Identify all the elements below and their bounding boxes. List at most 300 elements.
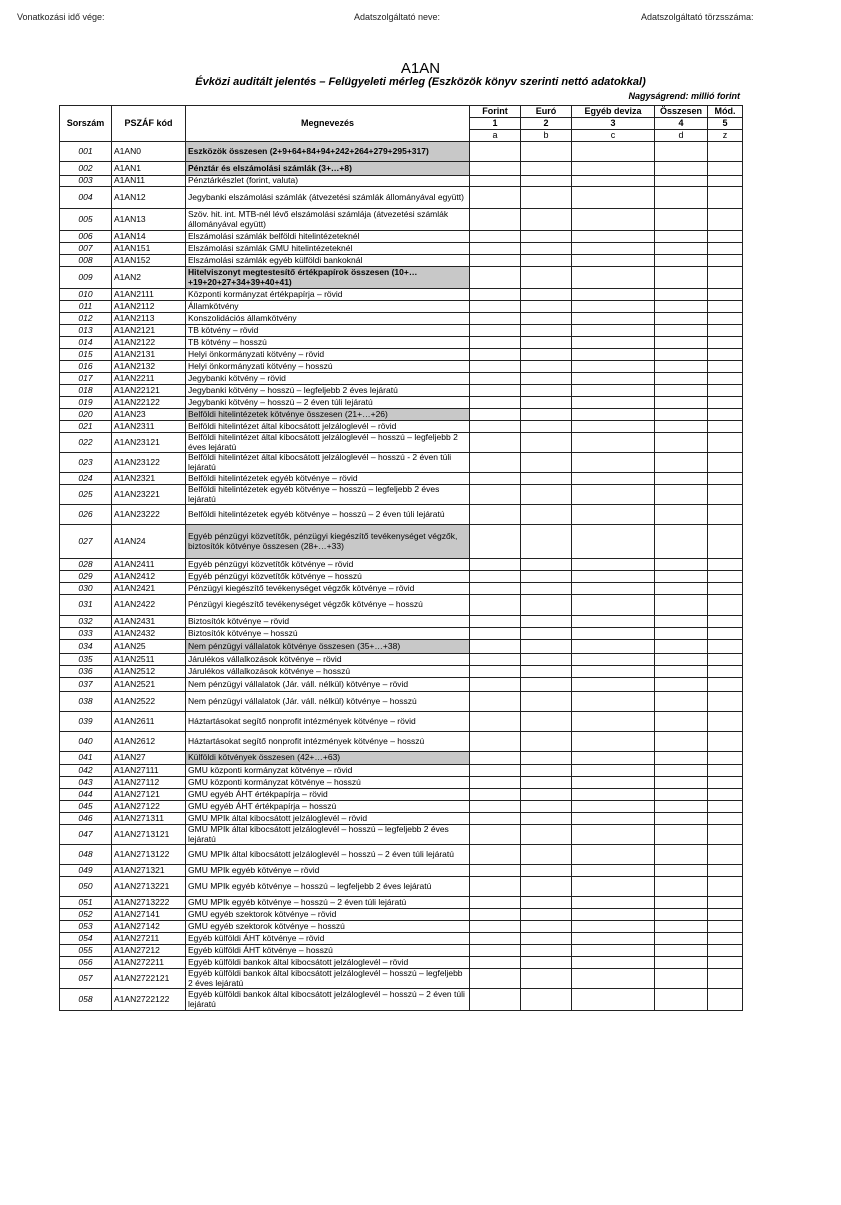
value-cell-mod[interactable]	[708, 313, 743, 325]
pszaf-code: A1AN27	[112, 752, 186, 765]
value-cell-forint[interactable]	[470, 231, 521, 243]
value-cell-euro[interactable]	[521, 485, 572, 505]
value-cell-euro[interactable]	[521, 433, 572, 453]
value-cell-other-currency[interactable]	[572, 409, 655, 421]
value-cell-euro[interactable]	[521, 313, 572, 325]
value-cell-other-currency[interactable]	[572, 209, 655, 231]
value-cell-mod[interactable]	[708, 176, 743, 187]
value-cell-other-currency[interactable]	[572, 289, 655, 301]
value-cell-mod[interactable]	[708, 337, 743, 349]
value-cell-total[interactable]	[655, 176, 708, 187]
value-cell-forint[interactable]	[470, 845, 521, 865]
value-cell-other-currency[interactable]	[572, 373, 655, 385]
value-cell-forint[interactable]	[470, 813, 521, 825]
value-cell-other-currency[interactable]	[572, 897, 655, 909]
value-cell-euro[interactable]	[521, 692, 572, 712]
value-cell-forint[interactable]	[470, 176, 521, 187]
value-cell-mod[interactable]	[708, 289, 743, 301]
value-cell-other-currency[interactable]	[572, 877, 655, 897]
pszaf-code: A1AN2713121	[112, 825, 186, 845]
value-cell-euro[interactable]	[521, 289, 572, 301]
value-cell-other-currency[interactable]	[572, 825, 655, 845]
value-cell-forint[interactable]	[470, 349, 521, 361]
value-cell-euro[interactable]	[521, 176, 572, 187]
value-cell-total[interactable]	[655, 945, 708, 957]
value-cell-total[interactable]	[655, 409, 708, 421]
value-cell-total[interactable]	[655, 789, 708, 801]
value-cell-total[interactable]	[655, 921, 708, 933]
value-cell-forint[interactable]	[470, 692, 521, 712]
value-cell-mod[interactable]	[708, 349, 743, 361]
value-cell-other-currency[interactable]	[572, 909, 655, 921]
value-cell-mod[interactable]	[708, 571, 743, 583]
value-cell-euro[interactable]	[521, 162, 572, 176]
value-cell-total[interactable]	[655, 957, 708, 969]
value-cell-other-currency[interactable]	[572, 789, 655, 801]
value-cell-mod[interactable]	[708, 692, 743, 712]
value-cell-total[interactable]	[655, 209, 708, 231]
value-cell-euro[interactable]	[521, 559, 572, 571]
value-cell-euro[interactable]	[521, 243, 572, 255]
table-row	[60, 921, 743, 933]
value-cell-total[interactable]	[655, 732, 708, 752]
value-cell-forint[interactable]	[470, 801, 521, 813]
value-cell-other-currency[interactable]	[572, 801, 655, 813]
value-cell-mod[interactable]	[708, 255, 743, 267]
value-cell-total[interactable]	[655, 267, 708, 289]
value-cell-other-currency[interactable]	[572, 640, 655, 654]
value-cell-mod[interactable]	[708, 957, 743, 969]
value-cell-total[interactable]	[655, 485, 708, 505]
value-cell-mod[interactable]	[708, 909, 743, 921]
value-cell-total[interactable]	[655, 142, 708, 162]
value-cell-total[interactable]	[655, 765, 708, 777]
value-cell-total[interactable]	[655, 628, 708, 640]
value-cell-euro[interactable]	[521, 301, 572, 313]
value-cell-mod[interactable]	[708, 485, 743, 505]
value-cell-other-currency[interactable]	[572, 765, 655, 777]
value-cell-euro[interactable]	[521, 678, 572, 692]
value-cell-mod[interactable]	[708, 825, 743, 845]
value-cell-euro[interactable]	[521, 877, 572, 897]
value-cell-euro[interactable]	[521, 571, 572, 583]
value-cell-other-currency[interactable]	[572, 142, 655, 162]
value-cell-other-currency[interactable]	[572, 559, 655, 571]
value-cell-mod[interactable]	[708, 666, 743, 678]
value-cell-mod[interactable]	[708, 595, 743, 616]
value-cell-total[interactable]	[655, 969, 708, 989]
value-cell-forint[interactable]	[470, 162, 521, 176]
value-cell-total[interactable]	[655, 473, 708, 485]
value-cell-other-currency[interactable]	[572, 176, 655, 187]
value-cell-total[interactable]	[655, 777, 708, 789]
value-cell-other-currency[interactable]	[572, 525, 655, 559]
value-cell-total[interactable]	[655, 666, 708, 678]
value-cell-euro[interactable]	[521, 325, 572, 337]
value-cell-euro[interactable]	[521, 505, 572, 525]
value-cell-other-currency[interactable]	[572, 162, 655, 176]
value-cell-euro[interactable]	[521, 909, 572, 921]
value-cell-mod[interactable]	[708, 162, 743, 176]
value-cell-mod[interactable]	[708, 267, 743, 289]
value-cell-total[interactable]	[655, 559, 708, 571]
row-name: Elszámolási számlák GMU hitelintézeteknél	[186, 243, 470, 255]
value-cell-other-currency[interactable]	[572, 654, 655, 666]
value-cell-other-currency[interactable]	[572, 969, 655, 989]
value-cell-other-currency[interactable]	[572, 301, 655, 313]
value-cell-forint[interactable]	[470, 989, 521, 1011]
value-cell-mod[interactable]	[708, 765, 743, 777]
value-cell-mod[interactable]	[708, 933, 743, 945]
value-cell-mod[interactable]	[708, 801, 743, 813]
value-cell-forint[interactable]	[470, 409, 521, 421]
value-cell-euro[interactable]	[521, 337, 572, 349]
value-cell-total[interactable]	[655, 313, 708, 325]
value-cell-other-currency[interactable]	[572, 433, 655, 453]
value-cell-mod[interactable]	[708, 583, 743, 595]
value-cell-forint[interactable]	[470, 865, 521, 877]
value-cell-total[interactable]	[655, 397, 708, 409]
value-cell-other-currency[interactable]	[572, 337, 655, 349]
value-cell-forint[interactable]	[470, 187, 521, 209]
table-row	[60, 933, 743, 945]
value-cell-forint[interactable]	[470, 559, 521, 571]
value-cell-euro[interactable]	[521, 789, 572, 801]
value-cell-euro[interactable]	[521, 453, 572, 473]
value-cell-mod[interactable]	[708, 397, 743, 409]
value-cell-other-currency[interactable]	[572, 231, 655, 243]
value-cell-mod[interactable]	[708, 789, 743, 801]
value-cell-euro[interactable]	[521, 732, 572, 752]
value-cell-mod[interactable]	[708, 231, 743, 243]
value-cell-forint[interactable]	[470, 337, 521, 349]
value-cell-forint[interactable]	[470, 453, 521, 473]
value-cell-euro[interactable]	[521, 255, 572, 267]
value-cell-euro[interactable]	[521, 231, 572, 243]
value-cell-euro[interactable]	[521, 385, 572, 397]
value-cell-forint[interactable]	[470, 712, 521, 732]
value-cell-euro[interactable]	[521, 397, 572, 409]
value-cell-euro[interactable]	[521, 813, 572, 825]
value-cell-forint[interactable]	[470, 595, 521, 616]
value-cell-total[interactable]	[655, 654, 708, 666]
value-cell-other-currency[interactable]	[572, 385, 655, 397]
value-cell-forint[interactable]	[470, 433, 521, 453]
value-cell-mod[interactable]	[708, 361, 743, 373]
value-cell-other-currency[interactable]	[572, 678, 655, 692]
value-cell-mod[interactable]	[708, 678, 743, 692]
value-cell-total[interactable]	[655, 433, 708, 453]
value-cell-euro[interactable]	[521, 989, 572, 1011]
value-cell-forint[interactable]	[470, 361, 521, 373]
value-cell-other-currency[interactable]	[572, 267, 655, 289]
value-cell-forint[interactable]	[470, 525, 521, 559]
value-cell-mod[interactable]	[708, 654, 743, 666]
value-cell-mod[interactable]	[708, 525, 743, 559]
value-cell-forint[interactable]	[470, 616, 521, 628]
value-cell-euro[interactable]	[521, 712, 572, 732]
value-cell-euro[interactable]	[521, 825, 572, 845]
value-cell-other-currency[interactable]	[572, 421, 655, 433]
value-cell-mod[interactable]	[708, 453, 743, 473]
value-cell-forint[interactable]	[470, 628, 521, 640]
value-cell-mod[interactable]	[708, 845, 743, 865]
value-cell-euro[interactable]	[521, 616, 572, 628]
value-cell-forint[interactable]	[470, 825, 521, 845]
value-cell-euro[interactable]	[521, 409, 572, 421]
value-cell-other-currency[interactable]	[572, 752, 655, 765]
value-cell-euro[interactable]	[521, 845, 572, 865]
value-cell-forint[interactable]	[470, 789, 521, 801]
value-cell-total[interactable]	[655, 255, 708, 267]
value-cell-euro[interactable]	[521, 945, 572, 957]
value-cell-total[interactable]	[655, 692, 708, 712]
value-cell-other-currency[interactable]	[572, 712, 655, 732]
value-cell-mod[interactable]	[708, 813, 743, 825]
value-cell-other-currency[interactable]	[572, 361, 655, 373]
value-cell-total[interactable]	[655, 640, 708, 654]
value-cell-mod[interactable]	[708, 921, 743, 933]
value-cell-euro[interactable]	[521, 654, 572, 666]
value-cell-mod[interactable]	[708, 301, 743, 313]
value-cell-euro[interactable]	[521, 640, 572, 654]
value-cell-euro[interactable]	[521, 349, 572, 361]
value-cell-total[interactable]	[655, 801, 708, 813]
value-cell-other-currency[interactable]	[572, 732, 655, 752]
value-cell-total[interactable]	[655, 571, 708, 583]
value-cell-other-currency[interactable]	[572, 187, 655, 209]
value-cell-mod[interactable]	[708, 752, 743, 765]
value-cell-euro[interactable]	[521, 628, 572, 640]
value-cell-total[interactable]	[655, 865, 708, 877]
pszaf-code: A1AN14	[112, 231, 186, 243]
value-cell-mod[interactable]	[708, 897, 743, 909]
value-cell-forint[interactable]	[470, 666, 521, 678]
value-cell-total[interactable]	[655, 525, 708, 559]
value-cell-forint[interactable]	[470, 243, 521, 255]
value-cell-euro[interactable]	[521, 209, 572, 231]
value-cell-euro[interactable]	[521, 473, 572, 485]
value-cell-other-currency[interactable]	[572, 243, 655, 255]
value-cell-other-currency[interactable]	[572, 473, 655, 485]
value-cell-euro[interactable]	[521, 525, 572, 559]
value-cell-forint[interactable]	[470, 777, 521, 789]
value-cell-forint[interactable]	[470, 313, 521, 325]
value-cell-other-currency[interactable]	[572, 485, 655, 505]
value-cell-euro[interactable]	[521, 765, 572, 777]
value-cell-other-currency[interactable]	[572, 692, 655, 712]
value-cell-forint[interactable]	[470, 373, 521, 385]
value-cell-forint[interactable]	[470, 583, 521, 595]
value-cell-mod[interactable]	[708, 243, 743, 255]
value-cell-forint[interactable]	[470, 473, 521, 485]
value-cell-total[interactable]	[655, 337, 708, 349]
value-cell-total[interactable]	[655, 595, 708, 616]
col-letter: d	[655, 130, 708, 142]
value-cell-other-currency[interactable]	[572, 397, 655, 409]
value-cell-total[interactable]	[655, 752, 708, 765]
value-cell-total[interactable]	[655, 909, 708, 921]
value-cell-forint[interactable]	[470, 301, 521, 313]
value-cell-forint[interactable]	[470, 385, 521, 397]
value-cell-forint[interactable]	[470, 325, 521, 337]
value-cell-other-currency[interactable]	[572, 349, 655, 361]
value-cell-euro[interactable]	[521, 957, 572, 969]
value-cell-total[interactable]	[655, 712, 708, 732]
value-cell-total[interactable]	[655, 453, 708, 473]
value-cell-total[interactable]	[655, 421, 708, 433]
value-cell-mod[interactable]	[708, 142, 743, 162]
value-cell-euro[interactable]	[521, 267, 572, 289]
value-cell-forint[interactable]	[470, 505, 521, 525]
value-cell-total[interactable]	[655, 349, 708, 361]
value-cell-other-currency[interactable]	[572, 628, 655, 640]
value-cell-forint[interactable]	[470, 640, 521, 654]
value-cell-total[interactable]	[655, 813, 708, 825]
value-cell-total[interactable]	[655, 933, 708, 945]
value-cell-other-currency[interactable]	[572, 616, 655, 628]
value-cell-mod[interactable]	[708, 385, 743, 397]
value-cell-total[interactable]	[655, 243, 708, 255]
value-cell-forint[interactable]	[470, 255, 521, 267]
value-cell-other-currency[interactable]	[572, 313, 655, 325]
value-cell-euro[interactable]	[521, 421, 572, 433]
row-name: TB kötvény – hosszú	[186, 337, 470, 349]
value-cell-total[interactable]	[655, 301, 708, 313]
value-cell-total[interactable]	[655, 989, 708, 1011]
row-name: GMU MPIk által kibocsátott jelzáloglevél – rövid	[186, 813, 470, 825]
value-cell-total[interactable]	[655, 289, 708, 301]
value-cell-euro[interactable]	[521, 142, 572, 162]
value-cell-mod[interactable]	[708, 945, 743, 957]
value-cell-euro[interactable]	[521, 865, 572, 877]
value-cell-other-currency[interactable]	[572, 989, 655, 1011]
value-cell-forint[interactable]	[470, 921, 521, 933]
value-cell-other-currency[interactable]	[572, 666, 655, 678]
value-cell-total[interactable]	[655, 616, 708, 628]
value-cell-forint[interactable]	[470, 267, 521, 289]
value-cell-other-currency[interactable]	[572, 325, 655, 337]
value-cell-euro[interactable]	[521, 777, 572, 789]
value-cell-forint[interactable]	[470, 957, 521, 969]
value-cell-mod[interactable]	[708, 373, 743, 385]
value-cell-mod[interactable]	[708, 473, 743, 485]
value-cell-mod[interactable]	[708, 732, 743, 752]
value-cell-other-currency[interactable]	[572, 813, 655, 825]
value-cell-forint[interactable]	[470, 209, 521, 231]
value-cell-forint[interactable]	[470, 945, 521, 957]
value-cell-other-currency[interactable]	[572, 583, 655, 595]
value-cell-euro[interactable]	[521, 595, 572, 616]
value-cell-forint[interactable]	[470, 678, 521, 692]
value-cell-mod[interactable]	[708, 209, 743, 231]
value-cell-euro[interactable]	[521, 969, 572, 989]
value-cell-euro[interactable]	[521, 187, 572, 209]
value-cell-euro[interactable]	[521, 933, 572, 945]
value-cell-mod[interactable]	[708, 187, 743, 209]
value-cell-forint[interactable]	[470, 654, 521, 666]
value-cell-forint[interactable]	[470, 571, 521, 583]
value-cell-total[interactable]	[655, 162, 708, 176]
value-cell-total[interactable]	[655, 897, 708, 909]
value-cell-mod[interactable]	[708, 989, 743, 1011]
value-cell-euro[interactable]	[521, 921, 572, 933]
value-cell-euro[interactable]	[521, 583, 572, 595]
value-cell-mod[interactable]	[708, 325, 743, 337]
value-cell-mod[interactable]	[708, 865, 743, 877]
value-cell-euro[interactable]	[521, 373, 572, 385]
value-cell-mod[interactable]	[708, 409, 743, 421]
value-cell-other-currency[interactable]	[572, 921, 655, 933]
value-cell-mod[interactable]	[708, 421, 743, 433]
value-cell-mod[interactable]	[708, 877, 743, 897]
value-cell-mod[interactable]	[708, 433, 743, 453]
pszaf-code: A1AN27111	[112, 765, 186, 777]
value-cell-mod[interactable]	[708, 712, 743, 732]
value-cell-other-currency[interactable]	[572, 595, 655, 616]
value-cell-other-currency[interactable]	[572, 933, 655, 945]
value-cell-forint[interactable]	[470, 421, 521, 433]
value-cell-other-currency[interactable]	[572, 505, 655, 525]
value-cell-total[interactable]	[655, 187, 708, 209]
value-cell-euro[interactable]	[521, 666, 572, 678]
value-cell-other-currency[interactable]	[572, 453, 655, 473]
value-cell-other-currency[interactable]	[572, 777, 655, 789]
value-cell-total[interactable]	[655, 825, 708, 845]
value-cell-other-currency[interactable]	[572, 957, 655, 969]
value-cell-euro[interactable]	[521, 752, 572, 765]
value-cell-mod[interactable]	[708, 777, 743, 789]
value-cell-total[interactable]	[655, 385, 708, 397]
value-cell-forint[interactable]	[470, 877, 521, 897]
value-cell-forint[interactable]	[470, 897, 521, 909]
value-cell-other-currency[interactable]	[572, 945, 655, 957]
value-cell-total[interactable]	[655, 373, 708, 385]
value-cell-mod[interactable]	[708, 616, 743, 628]
value-cell-total[interactable]	[655, 325, 708, 337]
value-cell-total[interactable]	[655, 505, 708, 525]
value-cell-mod[interactable]	[708, 505, 743, 525]
value-cell-forint[interactable]	[470, 142, 521, 162]
value-cell-other-currency[interactable]	[572, 865, 655, 877]
value-cell-forint[interactable]	[470, 289, 521, 301]
value-cell-total[interactable]	[655, 678, 708, 692]
value-cell-other-currency[interactable]	[572, 845, 655, 865]
value-cell-total[interactable]	[655, 231, 708, 243]
value-cell-forint[interactable]	[470, 765, 521, 777]
value-cell-total[interactable]	[655, 583, 708, 595]
value-cell-mod[interactable]	[708, 969, 743, 989]
value-cell-total[interactable]	[655, 361, 708, 373]
value-cell-euro[interactable]	[521, 897, 572, 909]
value-cell-mod[interactable]	[708, 640, 743, 654]
value-cell-other-currency[interactable]	[572, 255, 655, 267]
value-cell-forint[interactable]	[470, 397, 521, 409]
value-cell-other-currency[interactable]	[572, 571, 655, 583]
value-cell-forint[interactable]	[470, 752, 521, 765]
value-cell-forint[interactable]	[470, 909, 521, 921]
value-cell-euro[interactable]	[521, 801, 572, 813]
value-cell-euro[interactable]	[521, 361, 572, 373]
value-cell-total[interactable]	[655, 845, 708, 865]
value-cell-forint[interactable]	[470, 485, 521, 505]
value-cell-mod[interactable]	[708, 628, 743, 640]
value-cell-forint[interactable]	[470, 933, 521, 945]
value-cell-forint[interactable]	[470, 732, 521, 752]
value-cell-total[interactable]	[655, 877, 708, 897]
value-cell-forint[interactable]	[470, 969, 521, 989]
value-cell-mod[interactable]	[708, 559, 743, 571]
